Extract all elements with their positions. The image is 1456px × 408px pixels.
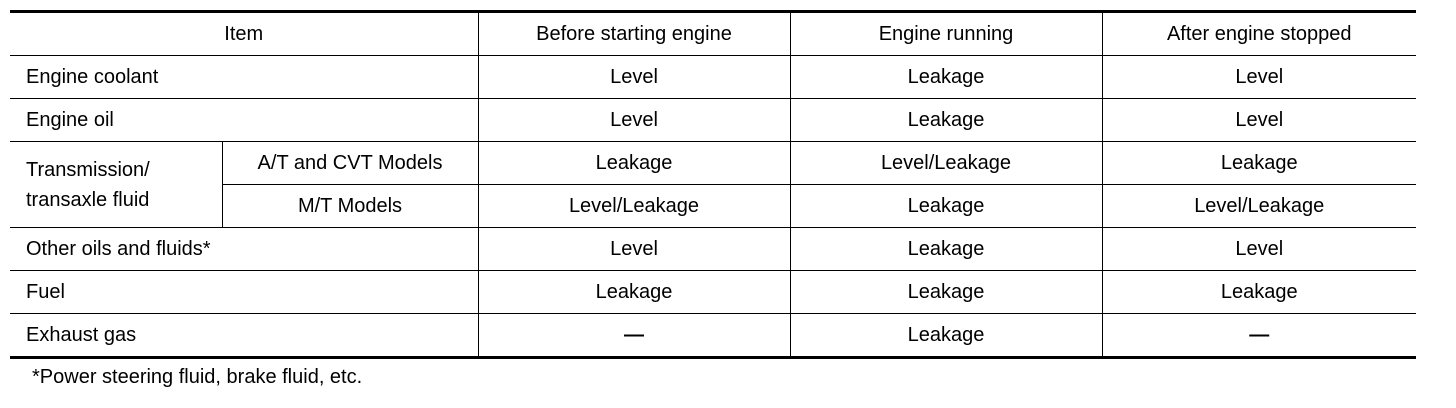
cell-before: Leakage <box>478 271 790 314</box>
row-sub-label: M/T Models <box>222 185 478 228</box>
table-row <box>10 99 1416 142</box>
table-row <box>10 271 1416 314</box>
row-item-label: Engine oil <box>10 99 478 142</box>
cell-after: Leakage <box>1102 271 1416 314</box>
cell-running: Level/Leakage <box>790 142 1102 185</box>
cell-running: Leakage <box>790 99 1102 142</box>
cell-before: Leakage <box>478 142 790 185</box>
table-row <box>10 314 1416 358</box>
cell-after: — <box>1102 314 1416 358</box>
table-row <box>10 228 1416 271</box>
row-item-label: Engine coolant <box>10 56 478 99</box>
cell-after: Leakage <box>1102 142 1416 185</box>
cell-after: Level <box>1102 99 1416 142</box>
cell-running: Leakage <box>790 56 1102 99</box>
inspection-table <box>10 10 1416 359</box>
header-engine-running: Engine running <box>790 12 1102 56</box>
row-item-label: Exhaust gas <box>10 314 478 358</box>
cell-before: Level <box>478 228 790 271</box>
cell-before: — <box>478 314 790 358</box>
header-before-starting: Before starting engine <box>478 12 790 56</box>
row-sub-label: A/T and CVT Models <box>222 142 478 185</box>
row-item-label: Fuel <box>10 271 478 314</box>
row-item-label: Transmission/ transaxle fluid <box>10 142 222 228</box>
cell-running: Leakage <box>790 228 1102 271</box>
cell-running: Leakage <box>790 271 1102 314</box>
cell-before: Level/Leakage <box>478 185 790 228</box>
cell-after: Level <box>1102 228 1416 271</box>
header-item: Item <box>10 12 478 56</box>
header-row <box>10 12 1416 56</box>
cell-running: Leakage <box>790 185 1102 228</box>
row-item-label: Other oils and fluids* <box>10 228 478 271</box>
table-row <box>10 142 1416 185</box>
cell-after: Level/Leakage <box>1102 185 1416 228</box>
footnote: *Power steering fluid, brake fluid, etc. <box>32 366 363 388</box>
cell-before: Level <box>478 99 790 142</box>
cell-running: Leakage <box>790 314 1102 358</box>
header-after-stopped: After engine stopped <box>1102 12 1416 56</box>
cell-before: Level <box>478 56 790 99</box>
cell-after: Level <box>1102 56 1416 99</box>
table-row <box>10 56 1416 99</box>
